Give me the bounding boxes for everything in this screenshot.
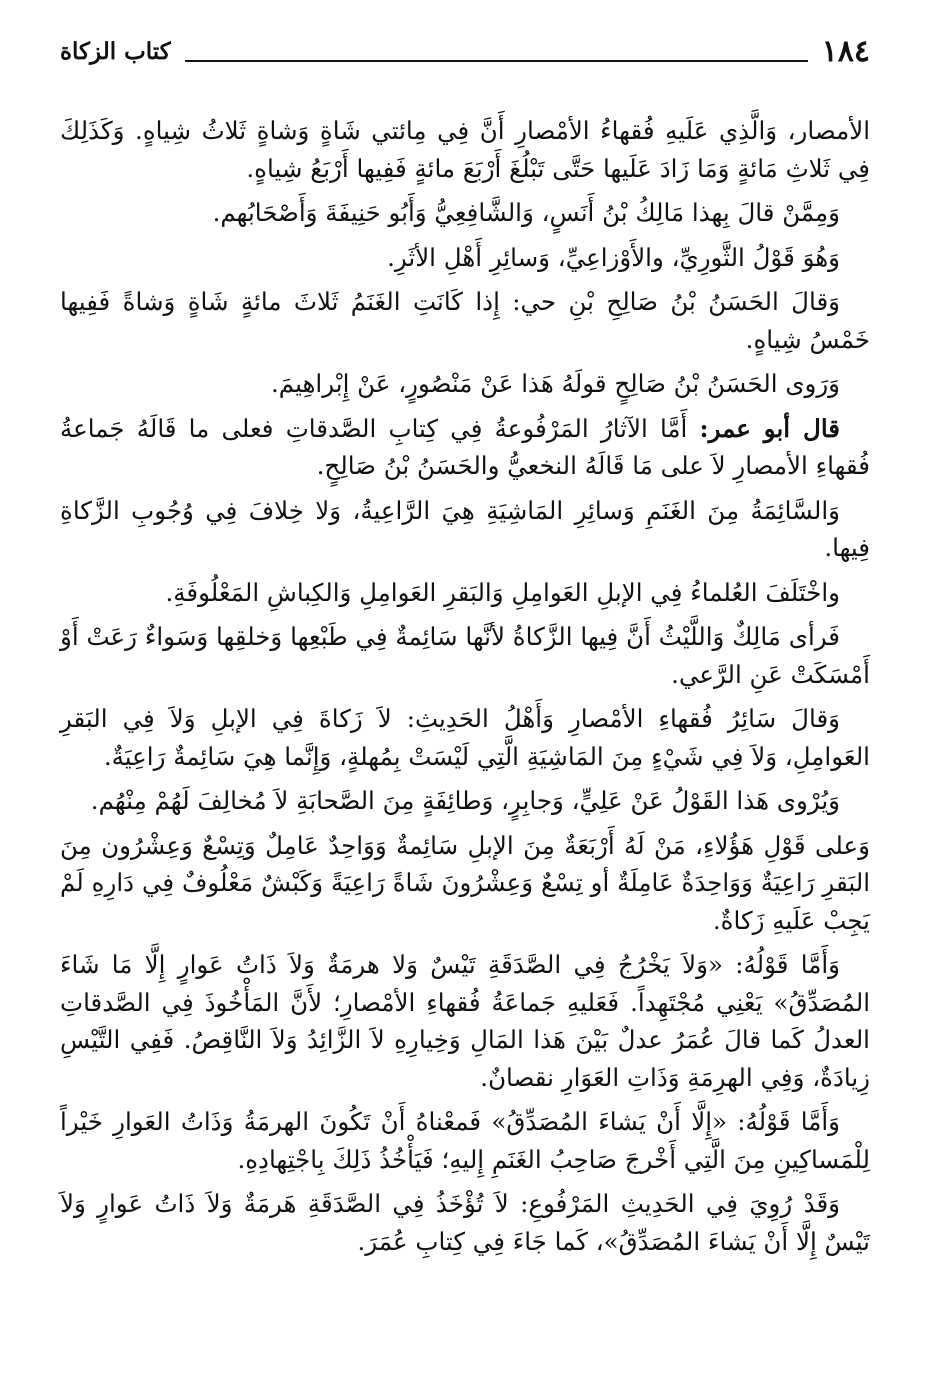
page-number: ١٨٤: [821, 34, 870, 69]
paragraph: [60, 618, 870, 693]
paragraph-text: أَمَّا الآثارُ المَرْفُوعةُ فِي كِتابِ الصَّدقاتِ فعلى ما قَالَهُ جَماعةُ فُقهاءِ الأمصارِ لاَ على مَا قَالَهُ النخعيُّ والحَسَنُ بْنُ صَالِحٍ.: [60, 413, 870, 480]
paragraph-text: وَأَمَّا قَوْلُهُ: «وَلاَ يَخْرُجُ فِي الصَّدَقَةِ تَيْسٌ وَلا هرمَةٌ وَلاَ ذَاتُ عَوارٍ إِلَّا مَا شَاءَ المُصَدِّقُ» يَعْنِي مُجْتَهِداً. فَعَليهِ جَماعَةُ فُقهاءِ الأمْصارِ؛ لأَنَّ المَأْخُوذَ فِي الصَّدقاتِ العدلُ كَما قالَ عُمَرُ عدلٌ بَيْنَ هَذا المَالِ وَخِيارِهِ لاَ الزَّائِدُ وَلاَ النَّاقِصُ. فَفِي التَّيْسِ زِيادَةٌ، وَفِي الهرِمَةِ وَذَاتِ العَوَارِ نقصانٌ.: [60, 950, 870, 1092]
paragraph: [60, 827, 870, 940]
paragraph-text: الأمصار، وَالَّذِي عَلَيهِ فُقهاءُ الأمْصارِ أَنَّ فِي مِائتي شَاةٍ وَشاةٍ ثَلاثُ شِياهٍ. وَكَذَلِكَ فِي ثَلاثِ مَائةٍ وَمَا زَادَ عَلَيها حَتَّى تَبْلُغَ أَرْبَعَ مائةٍ فَفِيها أَرْبَعُ شِياهٍ.: [60, 116, 870, 183]
paragraph-text: وَيُرْوى هَذا القَوْلُ عَنْ عَلِيٍّ، وَجابِرٍ، وَطائِفَةٍ مِنَ الصَّحابَةِ لاَ مُخالِفَ لَهُمْ مِنْهُم.: [90, 786, 840, 815]
paragraph: [60, 946, 870, 1096]
paragraph: [60, 239, 870, 277]
paragraph: [60, 365, 870, 403]
paragraph: [60, 492, 870, 567]
paragraph-text: وَرَوى الحَسَنُ بْنُ صَالِحٍ قولَهُ هَذا عَنْ مَنْصُورٍ، عَنْ إِبْراهِيمَ.: [271, 369, 840, 398]
paragraph-text: واخْتَلَفَ العُلماءُ فِي الإبلِ العَوامِلِ وَالبَقرِ العَوامِلِ وَالكِباشِ المَعْلُوفَةِ.: [165, 577, 840, 607]
paragraph: [60, 194, 870, 232]
paragraph: [60, 283, 870, 358]
speaker-lead: قال أبو عمر:: [699, 413, 840, 443]
paragraph-text: فَرأى مَالِكٌ وَاللَّيْثُ أَنَّ فِيها الزَّكاةُ لأنَّها سَائِمةٌ فِي طَبْعِها وَخلقِها وَسَواءٌ رَعَتْ أَوْ أَمْسَكَتْ عَنِ الرَّعي.: [60, 622, 870, 689]
paragraph: [60, 1185, 870, 1260]
paragraph-text: وَقالَ الحَسَنُ بْنُ صَالِحِ بْنِ حي: إِذا كَانَتِ الغَنَمُ ثَلاثَ مائةٍ شَاةٍ وَشاةً فَفِيها خَمْسُ شِياهٍ.: [60, 287, 870, 354]
paragraph: [60, 700, 870, 775]
paragraph: [60, 410, 870, 485]
paragraph-text: وَالسَّائِمَةُ مِنَ الغَنَمِ وَسائِرِ المَاشِيَةِ هِيَ الرَّاعِيةُ، وَلا خِلافَ فِي وُجُوبِ الزَّكاةِ فِيها.: [60, 495, 870, 562]
paragraph: [60, 112, 870, 187]
page-header: [60, 28, 870, 68]
paragraph-text: وَهُوَ قَوْلُ الثَّورِيِّ، والأَوْزاعِيِّ، وَسائِرِ أَهْلِ الأثَرِ.: [387, 242, 840, 272]
paragraph: [60, 1103, 870, 1178]
paragraph-text: وَقَدْ رُوِيَ فِي الحَدِيثِ المَرْفُوعِ: لاَ تُؤْخَذُ فِي الصَّدَقَةِ هَرمَةٌ وَلاَ ذَاتُ عَوارٍ وَلاَ تَيْسٌ إِلَّا أَنْ يَشاءَ المُصَدِّقُ»، كَما جَاءَ فِي كِتابِ عُمَرَ.: [60, 1189, 870, 1256]
paragraph-text: وَمِمَّنْ قالَ بِهذا مَالِكُ بْنُ أَنَسٍ، وَالشَّافِعِيُّ وَأَبُو حَنِيفَةَ وَأَصْحَابُهم.: [212, 198, 840, 227]
paragraph: [60, 574, 870, 612]
paragraph-text: وَقالَ سَائِرُ فُقهاءِ الأمْصارِ وَأَهْلُ الحَدِيثِ: لاَ زَكاةَ فِي الإبلِ وَلاَ فِي البَقرِ العَوامِلِ، وَلاَ فِي شَيْءٍ مِنَ المَاشِيَةِ الَّتِي لَيْسَتْ بِمُهلةٍ، وَإِنَّما هِيَ سَائِمةٌ رَاعِيَةٌ.: [60, 704, 870, 771]
body-text: [60, 112, 870, 1267]
paragraph-text: وَعلى قَوْلِ هَؤُلاءِ، مَنْ لَهُ أَرْبَعَةٌ مِنَ الإبلِ سَائِمةٌ وَوَاحِدٌ عَامِلٌ وَتِسْعٌ وَعِشْرُون مِنَ البَقرِ رَاعِيَةٌ وَوَاحِدَةٌ عَامِلَةٌ أو تِسْعٌ وَعِشْرُونَ شَاةً رَاعِيَةً وَكَبْشٌ مَعْلُوفٌ فِي دَارِهِ لَمْ يَجِبْ عَلَيهِ زَكاةٌ.: [60, 830, 870, 935]
paragraph: [60, 782, 870, 820]
running-title: كتاب الزكاة: [60, 38, 171, 65]
paragraph-text: وَأَمَّا قَوْلُهُ: «إِلَّا أَنْ يَشاءَ المُصَدِّقُ» فَمعْناهُ أَنْ تَكُونَ الهرمَةُ وَذَاتُ العَوارِ خَيْراً لِلْمَساكِينِ مِنَ الَّتِي أَخْرجَ صَاحِبُ الغَنَمِ إِليهِ؛ فَيَأْخُذُ ذَلِكَ بِاجْتِهادِهِ.: [60, 1107, 870, 1174]
header-rule: [185, 60, 808, 62]
